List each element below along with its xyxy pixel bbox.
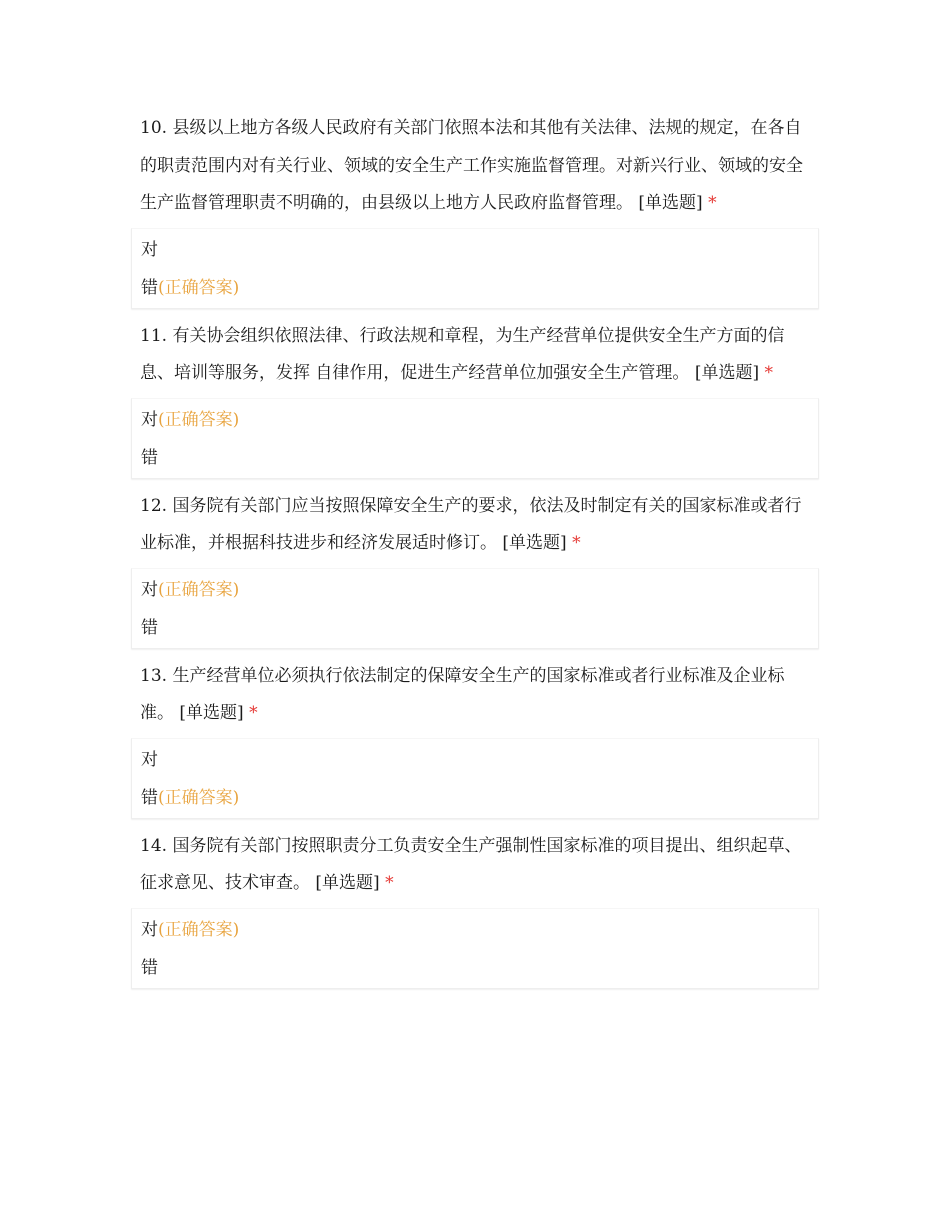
question-type-tag: [单选题] — [694, 363, 760, 383]
correct-answer-mark: (正确答案) — [158, 409, 240, 430]
option-false[interactable] — [141, 779, 809, 818]
question-type-tag: [单选题] — [179, 703, 244, 723]
required-mark: * — [764, 363, 773, 383]
option-label: 错 — [141, 618, 158, 638]
option-label: 错 — [141, 788, 158, 808]
correct-answer-mark: (正确答案) — [158, 579, 240, 600]
question-text: 11. 有关协会组织依照法律、行政法规和章程，为生产经营单位提供安全生产方面的信息、培训等服务，发挥 自律作用，促进生产经营单位加强安全生产管理。 [单选题] * — [140, 325, 785, 383]
option-true[interactable] — [141, 571, 809, 610]
correct-answer-mark: (正确答案) — [158, 278, 240, 298]
option-false[interactable] — [141, 439, 809, 478]
required-mark: * — [572, 533, 581, 553]
options-box — [131, 398, 819, 479]
question-type-tag: [单选题] — [638, 193, 703, 213]
option-label: 对 — [141, 409, 158, 430]
question-10 — [131, 110, 819, 309]
option-true[interactable] — [141, 231, 809, 270]
required-mark: * — [385, 873, 394, 893]
question-13 — [131, 658, 819, 819]
options-box — [131, 908, 819, 989]
question-text: 10. 县级以上地方各级人民政府有关部门依照本法和其他有关法律、法规的规定，在各自的职责范围内对有关行业、领域的安全生产工作实施监督管理。对新兴行业、领域的安全生产监督管理职责不明确的，由县级以上地方人民政府监督管理。 [单选题] * — [140, 118, 803, 213]
option-label: 错 — [141, 278, 158, 298]
question-list — [131, 110, 819, 998]
question-text: 13. 生产经营单位必须执行依法制定的保障安全生产的国家标准或者行业标准及企业标准。 [单选题] * — [140, 665, 785, 723]
question-type-tag: [单选题] — [502, 533, 567, 553]
option-false[interactable] — [141, 609, 809, 648]
required-mark: * — [249, 703, 258, 723]
option-true[interactable] — [141, 911, 809, 950]
option-label: 对 — [141, 239, 158, 260]
option-false[interactable] — [141, 949, 809, 988]
question-type-tag: [单选题] — [315, 873, 380, 893]
question-text: 14. 国务院有关部门按照职责分工负责安全生产强制性国家标准的项目提出、组织起草、征求意见、技术审查。 [单选题] * — [140, 835, 802, 893]
option-false[interactable] — [141, 269, 809, 308]
options-box — [131, 228, 819, 309]
question-11 — [131, 318, 819, 479]
required-mark: * — [708, 193, 717, 213]
option-label: 对 — [141, 919, 158, 940]
option-label: 对 — [141, 579, 158, 600]
option-true[interactable] — [141, 741, 809, 780]
question-12 — [131, 488, 819, 649]
option-true[interactable] — [141, 401, 809, 440]
question-14 — [131, 828, 819, 989]
option-label: 错 — [141, 958, 158, 978]
correct-answer-mark: (正确答案) — [158, 919, 240, 940]
option-label: 对 — [141, 749, 158, 770]
option-label: 错 — [141, 448, 158, 468]
question-text: 12. 国务院有关部门应当按照保障安全生产的要求，依法及时制定有关的国家标准或者行业标准，并根据科技进步和经济发展适时修订。 [单选题] * — [140, 495, 802, 553]
options-box — [131, 568, 819, 649]
options-box — [131, 738, 819, 819]
correct-answer-mark: (正确答案) — [158, 788, 240, 808]
